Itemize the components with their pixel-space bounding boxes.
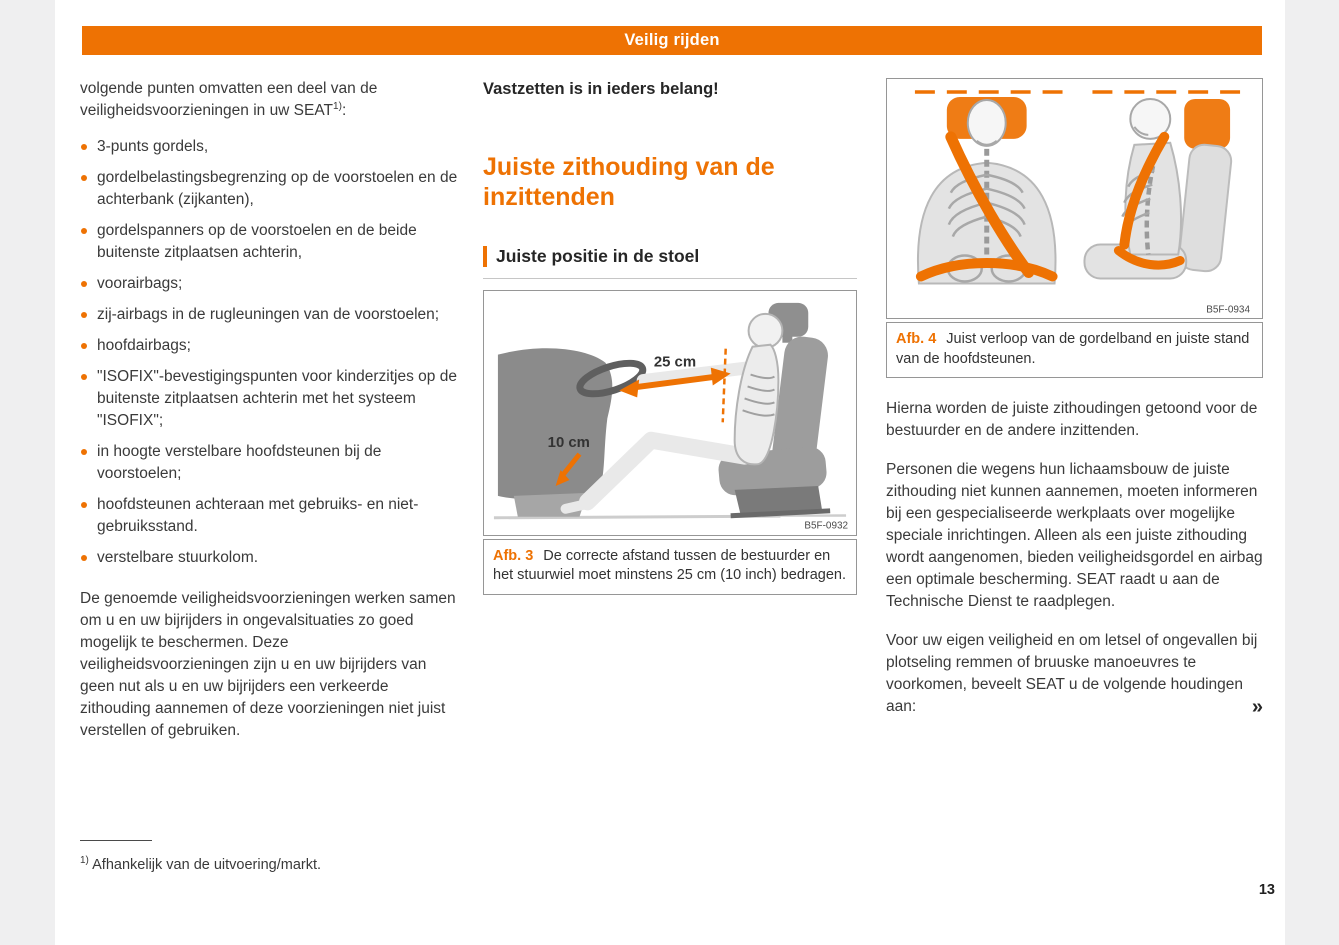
bullet-icon xyxy=(81,144,87,150)
paragraph-text: Voor uw eigen veiligheid en om letsel of ongevallen bij plotseling remmen of bruuske manoeuvres te voorkomen, beveelt SEAT u de volgende houdingen aan: xyxy=(886,631,1258,715)
safety-features-list xyxy=(80,136,458,569)
figure4-code: B5F-0934 xyxy=(1206,304,1251,316)
continuation-marker: » xyxy=(1251,695,1263,718)
distance-label-25cm: 25 cm xyxy=(653,354,697,371)
footnote-line xyxy=(80,857,458,873)
figure4-caption-label: Afb. 4 xyxy=(896,331,937,348)
body-paragraph: De genoemde veiligheidsvoorzieningen werken samen om u en uw bijrijders in ongevalsituaties zo goed mogelijk te beschermen. Deze veiligheidsvoorzieningen zijn u en uw bijrijders van geen nut als u en uw bijrijders een verkeerde zithouding aannemen of deze voorzieningen niet juist verstellen of gebruiken. xyxy=(80,590,456,739)
middle-column xyxy=(483,78,857,595)
body-paragraph: Personen die wegens hun lichaamsbouw de juiste zithouding niet kunnen aannemen, moeten informeren bij een gespecialiseerde werkplaats over mogelijke speciale inrichtingen. Alleen als een juiste zithouding wordt aangenomen, bieden veiligheidsgordel en airbag een optimale bescherming. SEAT raadt u aan de Technische Dienst te raadplegen. xyxy=(886,460,1263,610)
heading-accent-bar xyxy=(483,246,487,267)
list-item xyxy=(80,366,458,432)
bullet-icon xyxy=(81,175,87,181)
list-item xyxy=(80,335,458,357)
list-item-text: voorairbags; xyxy=(97,275,183,292)
body-paragraph xyxy=(886,630,1263,718)
list-item-text: in hoogte verstelbare hoofdsteunen bij de voorstoelen; xyxy=(97,443,382,482)
list-item xyxy=(80,167,458,211)
subsection-heading-text: Juiste positie in de stoel xyxy=(496,246,700,267)
list-item xyxy=(80,273,458,295)
list-item xyxy=(80,220,458,264)
footnote-divider xyxy=(80,840,152,841)
figure3-caption xyxy=(483,539,857,595)
list-item xyxy=(80,547,458,569)
list-item xyxy=(80,494,458,538)
page-header-bar: Veilig rijden xyxy=(82,26,1262,55)
footnote xyxy=(80,840,458,873)
list-item-text: zij-airbags in de rugleuningen van de voorstoelen; xyxy=(97,306,440,323)
footnote-text: Afhankelijk van de uitvoering/markt. xyxy=(92,857,322,873)
figure4-caption xyxy=(886,322,1263,378)
bullet-icon xyxy=(81,502,87,508)
list-item-text: hoofdairbags; xyxy=(97,337,191,354)
bullet-icon xyxy=(81,555,87,561)
list-item-text: gordelbelastingsbegrenzing op de voorstoelen en de achterbank (zijkanten), xyxy=(97,169,458,208)
figure4-caption-text: Juist verloop van de gordelband en juiste stand van de hoofdsteunen. xyxy=(896,331,1250,367)
distance-label-10cm: 10 cm xyxy=(547,435,590,452)
figure3-code: B5F-0932 xyxy=(804,520,849,532)
section-heading: Juiste zithouding van de inzittenden xyxy=(483,153,775,211)
intro-paragraph xyxy=(80,78,458,122)
bullet-icon xyxy=(81,228,87,234)
footnote-marker: 1) xyxy=(80,855,89,867)
list-item-text: 3-punts gordels, xyxy=(97,138,209,155)
list-item-text: hoofdsteunen achteraan met gebruiks- en niet-gebruiksstand. xyxy=(97,496,419,535)
right-column xyxy=(886,78,1263,718)
figure4 xyxy=(886,78,1263,319)
figure3-illustration xyxy=(484,291,856,535)
list-item xyxy=(80,441,458,485)
headrest-highlight-right xyxy=(1184,99,1230,149)
page-number: 13 xyxy=(1258,882,1275,898)
subsection-heading xyxy=(483,244,857,269)
bullet-icon xyxy=(81,281,87,287)
lead-heading: Vastzetten is in ieders belang! xyxy=(483,80,719,98)
bullet-icon xyxy=(81,343,87,349)
intro-text: volgende punten omvatten een deel van de veiligheidsvoorzieningen in uw SEAT xyxy=(80,80,378,119)
footnote-reference: 1) xyxy=(333,100,342,112)
intro-suffix: : xyxy=(341,102,347,119)
left-column xyxy=(80,78,458,742)
bullet-icon xyxy=(81,449,87,455)
figure3-caption-text: De correcte afstand tussen de bestuurder en het stuurwiel moet minstens 25 cm (10 inch) bedragen. xyxy=(493,547,847,584)
manual-page xyxy=(55,0,1285,945)
heading-rule xyxy=(483,278,857,279)
figure3-caption-label: Afb. 3 xyxy=(493,547,534,564)
body-paragraph: Hierna worden de juiste zithoudingen getoond voor de bestuurder en de andere inzittenden. xyxy=(886,399,1258,439)
list-item xyxy=(80,136,458,158)
list-item-text: "ISOFIX"-bevestigingspunten voor kinderzitjes op de buitenste zitplaatsen achterin met het systeem "ISOFIX"; xyxy=(97,368,457,429)
list-item-text: gordelspanners op de voorstoelen en de beide buitenste zitplaatsen achterin, xyxy=(97,222,417,261)
figure3 xyxy=(483,290,857,536)
bullet-icon xyxy=(81,312,87,318)
figure4-illustration xyxy=(887,79,1262,318)
bullet-icon xyxy=(81,374,87,380)
list-item-text: verstelbare stuurkolom. xyxy=(97,549,259,566)
list-item xyxy=(80,304,458,326)
